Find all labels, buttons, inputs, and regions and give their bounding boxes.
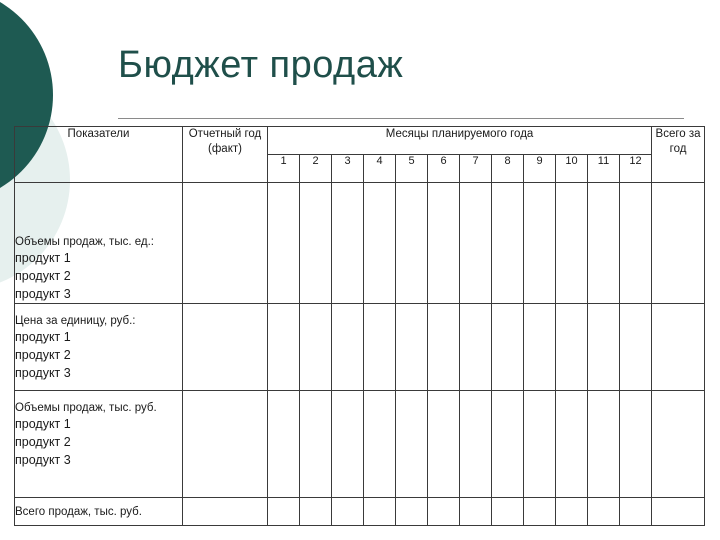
month-header-3: 3: [332, 155, 364, 183]
product-label: продукт 2: [15, 435, 71, 449]
value-cell[interactable]: [268, 391, 300, 498]
value-cell[interactable]: [428, 183, 460, 304]
row-label-cell: [15, 304, 183, 391]
value-cell[interactable]: [364, 183, 396, 304]
month-header-8: 8: [492, 155, 524, 183]
value-cell[interactable]: [364, 498, 396, 526]
month-header-7: 7: [460, 155, 492, 183]
product-label: продукт 3: [15, 453, 71, 467]
value-cell[interactable]: [428, 391, 460, 498]
value-cell[interactable]: [396, 498, 428, 526]
value-cell[interactable]: [556, 391, 588, 498]
value-cell[interactable]: [300, 391, 332, 498]
value-cell[interactable]: [588, 304, 620, 391]
value-cell[interactable]: [588, 498, 620, 526]
value-cell[interactable]: [332, 183, 364, 304]
value-cell[interactable]: [652, 498, 705, 526]
month-header-12: 12: [620, 155, 652, 183]
value-cell[interactable]: [268, 183, 300, 304]
value-cell[interactable]: [556, 183, 588, 304]
value-cell[interactable]: [364, 391, 396, 498]
value-cell[interactable]: [460, 304, 492, 391]
value-cell[interactable]: [652, 304, 705, 391]
value-cell[interactable]: [364, 304, 396, 391]
value-cell[interactable]: [524, 304, 556, 391]
value-cell[interactable]: [300, 498, 332, 526]
month-header-4: 4: [364, 155, 396, 183]
month-header-2: 2: [300, 155, 332, 183]
value-cell[interactable]: [268, 498, 300, 526]
header-total-year: Всего за год: [652, 127, 705, 183]
value-cell[interactable]: [620, 183, 652, 304]
value-cell[interactable]: [492, 498, 524, 526]
sales-budget-table: [14, 126, 705, 526]
value-cell[interactable]: [332, 391, 364, 498]
value-cell[interactable]: [300, 304, 332, 391]
value-cell[interactable]: [428, 498, 460, 526]
value-cell[interactable]: [492, 391, 524, 498]
product-label: продукт 1: [15, 417, 71, 431]
table-row: [15, 391, 705, 498]
value-cell[interactable]: [332, 304, 364, 391]
table-row: [15, 183, 705, 304]
value-cell[interactable]: [652, 391, 705, 498]
value-cell[interactable]: [396, 183, 428, 304]
value-cell[interactable]: [268, 304, 300, 391]
value-cell[interactable]: [183, 304, 268, 391]
product-label: продукт 1: [15, 251, 71, 265]
month-header-1: 1: [268, 155, 300, 183]
row-label-cell: [15, 498, 183, 526]
row-label-cell: [15, 183, 183, 304]
section-label: Объемы продаж, тыс. руб.: [15, 402, 157, 414]
value-cell[interactable]: [460, 498, 492, 526]
value-cell[interactable]: [524, 498, 556, 526]
value-cell[interactable]: [588, 391, 620, 498]
section-label: Всего продаж, тыс. руб.: [15, 505, 142, 518]
value-cell[interactable]: [183, 183, 268, 304]
value-cell[interactable]: [428, 304, 460, 391]
value-cell[interactable]: [183, 391, 268, 498]
value-cell[interactable]: [492, 183, 524, 304]
value-cell[interactable]: [332, 498, 364, 526]
product-label: продукт 2: [15, 348, 71, 362]
month-header-9: 9: [524, 155, 556, 183]
month-header-6: 6: [428, 155, 460, 183]
section-label: Цена за единицу, руб.:: [15, 315, 136, 327]
value-cell[interactable]: [396, 304, 428, 391]
slide-title: Бюджет продаж: [118, 44, 404, 86]
value-cell[interactable]: [652, 183, 705, 304]
month-header-11: 11: [588, 155, 620, 183]
value-cell[interactable]: [620, 498, 652, 526]
month-header-10: 10: [556, 155, 588, 183]
header-fact-year: Отчетный год (факт): [183, 127, 268, 183]
header-indicators: Показатели: [15, 127, 183, 183]
product-label: продукт 2: [15, 269, 71, 283]
value-cell[interactable]: [460, 183, 492, 304]
value-cell[interactable]: [588, 183, 620, 304]
value-cell[interactable]: [492, 304, 524, 391]
title-divider: [118, 118, 684, 119]
section-label: Объемы продаж, тыс. ед.:: [15, 236, 154, 248]
product-label: продукт 3: [15, 366, 71, 380]
value-cell[interactable]: [300, 183, 332, 304]
product-label: продукт 1: [15, 330, 71, 344]
table-row: [15, 304, 705, 391]
value-cell[interactable]: [556, 304, 588, 391]
header-months-group: Месяцы планируемого года: [268, 127, 652, 155]
month-header-5: 5: [396, 155, 428, 183]
value-cell[interactable]: [620, 391, 652, 498]
value-cell[interactable]: [396, 391, 428, 498]
value-cell[interactable]: [556, 498, 588, 526]
table-row: [15, 498, 705, 526]
row-label-cell: [15, 391, 183, 498]
value-cell[interactable]: [460, 391, 492, 498]
value-cell[interactable]: [183, 498, 268, 526]
value-cell[interactable]: [524, 183, 556, 304]
product-label: продукт 3: [15, 287, 71, 301]
value-cell[interactable]: [620, 304, 652, 391]
value-cell[interactable]: [524, 391, 556, 498]
